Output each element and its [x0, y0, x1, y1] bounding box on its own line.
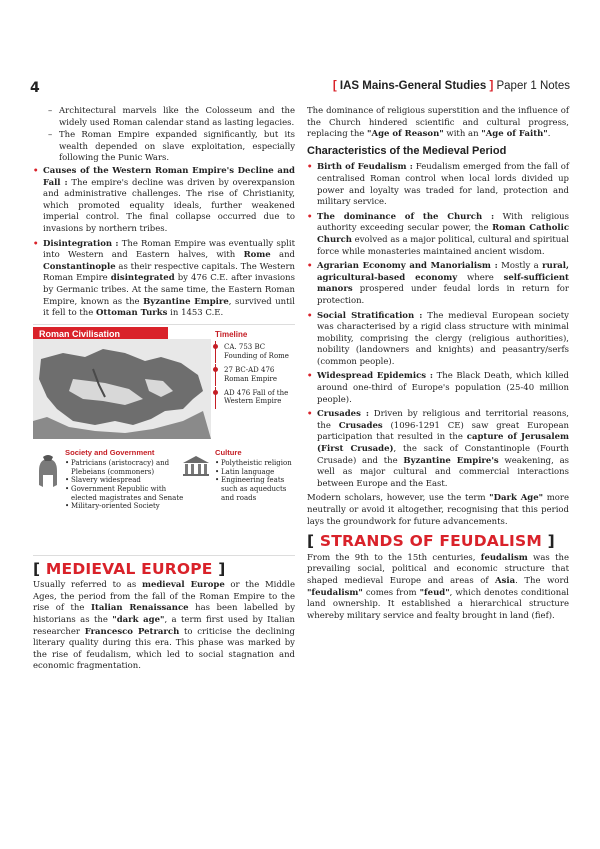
bullet-title: The dominance of the Church : — [317, 211, 495, 222]
bullet-agrarian — [307, 261, 569, 307]
intro-paragraph — [307, 106, 569, 141]
text: Mostly a — [497, 261, 543, 272]
feudalism-paragraph — [307, 553, 569, 623]
bold-term: "Age of Faith" — [481, 129, 548, 140]
society-government-box — [65, 449, 187, 511]
timeline-heading: Timeline — [215, 329, 248, 339]
text: The Roman Empire was eventually split into Western and Eastern halves, with — [43, 238, 295, 261]
bold-term: Roman Catholic Church — [317, 223, 569, 245]
bold-term: Ottoman Turks — [96, 308, 168, 319]
text: , a term first used by Italian researcher — [33, 615, 295, 637]
text: comes from — [362, 587, 420, 598]
text: With religious authority exceeding secular power, the — [317, 211, 569, 234]
text: The dominance of religious superstition and the influence of the Church hindered scientific and cultural progress, replacing the — [307, 106, 569, 140]
header-bracket-open: [ — [332, 80, 337, 92]
bold-term: Francesco Petrarch — [84, 626, 180, 637]
roman-civilisation-figure — [33, 324, 295, 556]
text: weakening, as well as major cultural and commercial interactions between Europe and the East. — [317, 455, 570, 489]
bullet-stratification — [307, 311, 569, 369]
society-item: • Government Republic with elected magistrates and Senate — [65, 485, 187, 502]
text: , the sack of Constantinople (Fourth Crusade) and the — [317, 444, 569, 466]
timeline-item: 27 BC-AD 476 Roman Empire — [215, 366, 295, 383]
dash-item: – Architectural marvels like the Colosseum and the widely used Roman calendar stand as lasting legacies. — [33, 106, 295, 129]
text: or the Middle Ages, the period from the fall of the Roman Empire to the rise of the — [33, 580, 295, 614]
text: Usually referred to as — [33, 580, 142, 591]
bold-term: Byzantine Empire — [143, 296, 229, 307]
bullet-feudalism — [307, 162, 569, 208]
bold-term: Crusades — [338, 420, 383, 431]
text: was the prevailing social, political and economic structure that shaped medieval Europe and areas of — [307, 552, 570, 586]
modern-scholars-paragraph — [307, 493, 569, 528]
roman-helmet-icon — [35, 455, 61, 491]
bold-term: feudalism — [480, 552, 528, 563]
bracket: ] — [547, 532, 555, 551]
bold-term: self-sufficient manors — [317, 272, 569, 295]
header-title: IAS Mains-General Studies — [339, 80, 487, 92]
section-title: STRANDS OF FEUDALISM — [319, 532, 542, 551]
text: . — [547, 129, 551, 140]
text: in 1453 C.E. — [167, 308, 224, 319]
bold-term: "feud" — [419, 587, 450, 598]
bullet-church — [307, 212, 569, 258]
society-item: • Patricians (aristocracy) and Plebeians (commoners) — [65, 459, 187, 476]
text: by 476 C.E. after invasions by Germanic tribes. At the same time, the Eastern Roman Empire, known as the — [43, 273, 295, 307]
bullet-text: Feudalism emerged from the fall of centralised Roman control when local lords divided up power and loyalty was traded for land, protection and military service. — [317, 162, 569, 208]
dash-item: – The Roman Empire expanded significantly, but its wealth depended on slave exploitation, especially following the Punic Wars. — [33, 130, 295, 165]
bold-term: "feudalism" — [307, 587, 363, 598]
header-bracket-close: ] — [489, 80, 494, 92]
society-item: • Military-oriented Society — [65, 502, 187, 511]
text: has been labelled by historians as the — [33, 603, 295, 626]
bullet-text: The medieval European society was characterised by a rigid class structure with minimal mobility, comprising the clergy (religious authorities), nobility (landowners and knights) and peasantry/serfs (common people). — [317, 310, 569, 367]
text: as their respective capitals. The Western Roman Empire — [43, 261, 295, 284]
text: (1096-1291 CE) saw great European participation that resulted in the — [317, 420, 569, 443]
culture-item: • Polytheistic religion — [215, 459, 297, 468]
society-heading: Society and Government — [65, 447, 155, 457]
bold-term: "Age of Reason" — [367, 129, 444, 140]
bullet-title: Crusades : — [317, 409, 370, 420]
section-title: MEDIEVAL EUROPE — [45, 559, 213, 578]
bold-term: capture of Jerusalem (First Crusade) — [317, 432, 570, 455]
roman-empire-map — [33, 339, 211, 439]
timeline-item: AD 476 Fall of the Western Empire — [215, 389, 295, 406]
text: From the 9th to the 15th centuries, — [307, 552, 481, 563]
timeline-item: CA. 753 BC Founding of Rome — [215, 343, 295, 360]
text: . The word — [515, 575, 569, 586]
bold-term: Asia — [495, 575, 516, 586]
bold-term: Constantinople — [43, 261, 116, 272]
bullet-title: Agrarian Economy and Manorialism : — [317, 261, 498, 272]
timeline — [215, 329, 295, 412]
bullet-title: Disintegration : — [43, 238, 119, 249]
right-column — [307, 106, 569, 622]
culture-item: • Latin language — [215, 468, 297, 477]
text: prospered under feudal lords in return for protection. — [317, 284, 569, 306]
bold-term: Rome — [243, 250, 271, 261]
text: to criticise the declining literary quality during this era. This phase was marked by the rise of feudalism, which led to social stagnation and economic fragmentation. — [33, 626, 295, 672]
bracket: [ — [307, 532, 315, 551]
temple-icon — [181, 455, 211, 477]
figure-title: Roman Civilisation — [33, 327, 168, 343]
culture-item: • Engineering feats such as aqueducts and roads — [215, 476, 297, 502]
text: with an — [443, 129, 482, 140]
subheading: Characteristics of the Medieval Period — [307, 144, 507, 157]
bullet-disintegration — [33, 239, 295, 320]
bold-term: disintegrated — [110, 273, 175, 284]
bold-term: medieval Europe — [141, 580, 225, 591]
left-column — [33, 106, 295, 673]
section-heading-strands-of-feudalism — [307, 532, 569, 551]
text: evolved as a major political, cultural and spiritual force while monasteries maintained ancient wisdom. — [317, 234, 570, 257]
bold-term: rural, agricultural-based economy — [317, 261, 569, 283]
section-heading-medieval-europe — [33, 559, 295, 578]
medieval-europe-paragraph — [33, 580, 295, 673]
society-item: • Slavery widespread — [65, 476, 187, 485]
bullet-crusades — [307, 409, 569, 490]
culture-box — [215, 449, 297, 503]
text: Modern scholars, however, use the term — [307, 493, 490, 504]
header-subtitle: Paper 1 Notes — [496, 80, 570, 92]
running-header — [333, 80, 570, 92]
bold-term: "dark age" — [112, 615, 165, 626]
bullet-text: The empire's decline was driven by overexpansion and administrative challenges. The rise of Christianity, which promoted equality ideals, further weakened imperial control. The final collapse occurred due to invasions by northern tribes. — [43, 177, 295, 234]
text: Driven by religious and territorial reasons, the — [317, 409, 570, 431]
bullet-title: Causes of the Western Roman Empire's Decline and Fall : — [43, 165, 295, 188]
bullet-decline — [33, 166, 295, 236]
bold-term: Italian Renaissance — [90, 603, 189, 614]
bullet-text: The Black Death, which killed around one-third of Europe's population (25-40 million people). — [317, 371, 569, 405]
bold-term: Byzantine Empire's — [403, 455, 499, 466]
page-number: 4 — [30, 80, 40, 96]
text: , survived until it fell to the — [43, 296, 295, 319]
text: more neutrally or avoid it altogether, recognising that this period lays the groundwork for future advancements. — [307, 493, 569, 527]
text: , which denotes conditional land ownership. It established a hierarchical structure whereby military service and fealty brought in land (fief). — [307, 587, 569, 621]
bold-term: "Dark Age" — [489, 493, 544, 504]
bullet-title: Social Stratification : — [317, 310, 423, 321]
bullet-epidemics — [307, 371, 569, 406]
bullet-title: Widespread Epidemics : — [317, 371, 434, 382]
text: where — [457, 272, 504, 283]
bracket: [ — [33, 559, 41, 578]
text: and — [270, 250, 295, 261]
bracket: ] — [218, 559, 226, 578]
bullet-title: Birth of Feudalism : — [317, 162, 413, 173]
culture-heading: Culture — [215, 447, 242, 457]
